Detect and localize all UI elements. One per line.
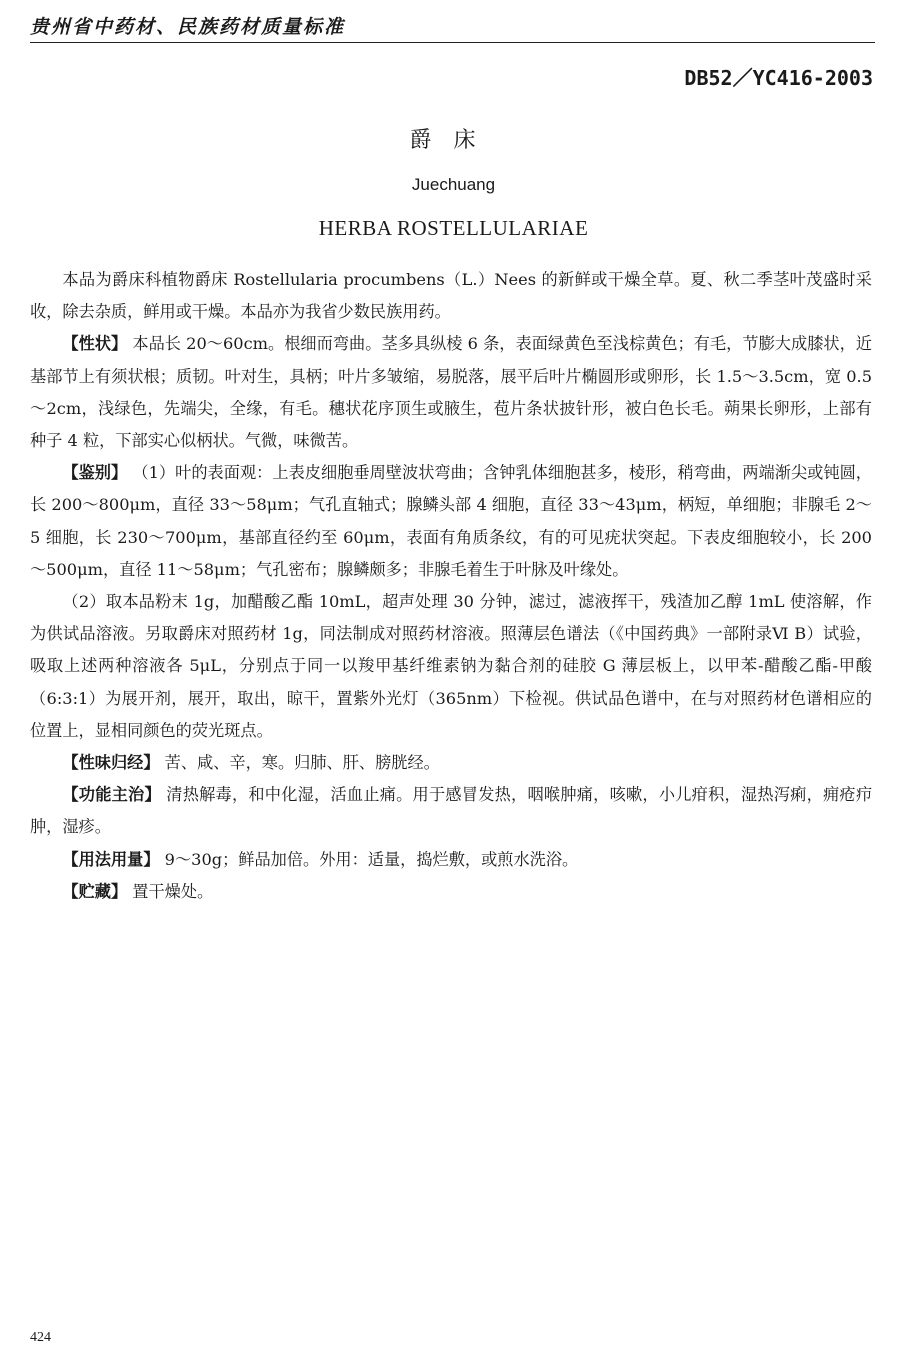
description-label: 【性状】 <box>62 334 128 354</box>
description-paragraph <box>30 328 872 457</box>
functions-text: 清热解毒，和中化湿，活血止痛。用于感冒发热，咽喉肿痛，咳嗽，小儿疳积，湿热泻痢，痈疮疖肿，湿疹。 <box>30 785 873 837</box>
identification-label: 【鉴别】 <box>62 463 128 483</box>
monograph-body <box>30 264 872 908</box>
page-number: 424 <box>30 1330 51 1345</box>
usage-label: 【用法用量】 <box>62 849 160 869</box>
storage-paragraph <box>30 876 872 908</box>
identification-paragraph <box>30 457 872 586</box>
storage-label: 【贮藏】 <box>62 881 128 901</box>
identification-paragraph-2: （2）取本品粉末 1g，加醋酸乙酯 10mL，超声处理 30 分钟，滤过，滤液挥干，残渣加乙醇 1mL 使溶解，作为供试品溶液。另取爵床对照药材 1g，同法制成对照药材溶液。照薄层色谱法（《中国药典》一部附录Ⅵ B）试验，吸取上述两种溶液各 5μL，分别点于同一以羧甲基纤维素钠为黏合剂的硅胶 G 薄层板上，以甲苯-醋酸乙酯-甲酸（6:3:1）为展开剂，展开，取出，晾干，置紫外光灯（365nm）下检视。供试品色谱中，在与对照药材色谱相应的位置上，显相同颜色的荧光斑点。 <box>30 592 872 740</box>
identification-text-1: （1）叶的表面观：上表皮细胞垂周壁波状弯曲；含钟乳体细胞甚多，棱形，稍弯曲，两端渐尖或钝圆，长 200～800μm，直径 33～58μm；气孔直轴式；腺鳞头部 4 细胞，直径 33～43μm，柄短，单细胞；非腺毛 2～5 细胞，长 230～700μm，基部直径约至 60μm，表面有角质条纹，有的可见疣状突起。下表皮细胞较小，长 200～500μm，直径 11～58μm；气孔密布；腺鳞颇多；非腺毛着生于叶脉及叶缘处。 <box>30 463 872 579</box>
usage-text: 9～30g；鲜品加倍。外用：适量，捣烂敷，或煎水洗浴。 <box>164 849 579 869</box>
usage-paragraph <box>30 844 872 876</box>
functions-label: 【功能主治】 <box>62 785 161 805</box>
header-divider <box>30 42 875 43</box>
functions-paragraph <box>30 779 872 843</box>
storage-text: 置干燥处。 <box>132 881 214 901</box>
nature-text: 苦、咸、辛，寒。归肺、肝、膀胱经。 <box>164 753 440 773</box>
monograph-pinyin: Juechuang <box>411 175 496 194</box>
nature-label: 【性味归经】 <box>62 753 160 773</box>
intro-paragraph: 本品为爵床科植物爵床 Rostellularia procumbens（L.）Nees 的新鲜或干燥全草。夏、秋二季茎叶茂盛时采收，除去杂质，鲜用或干燥。本品亦为我省少数民族用药。 <box>30 270 872 322</box>
monograph-latin-name: HERBA ROSTELLULARIAE <box>318 216 589 240</box>
monograph-chinese-title: 爵床 <box>409 128 498 153</box>
running-header-title: 贵州省中药材、民族药材质量标准 <box>30 16 346 38</box>
description-text: 本品长 20～60cm。根细而弯曲。茎多具纵棱 6 条，表面绿黄色至浅棕黄色；有毛，节膨大成膝状，近基部节上有须状根；质韧。叶对生，具柄；叶片多皱缩，易脱落，展平后叶片椭圆形或卵形，长 1.5～3.5cm，宽 0.5～2cm，浅绿色，先端尖，全缘，有毛。穗状花序顶生或腋生，苞片条状披针形，被白色长毛。蒴果长卵形，上部有种子 4 粒，下部实心似柄状。气微，味微苦。 <box>30 334 872 451</box>
nature-paragraph <box>30 747 872 779</box>
standard-code: DB52／YC416-2003 <box>684 66 873 90</box>
